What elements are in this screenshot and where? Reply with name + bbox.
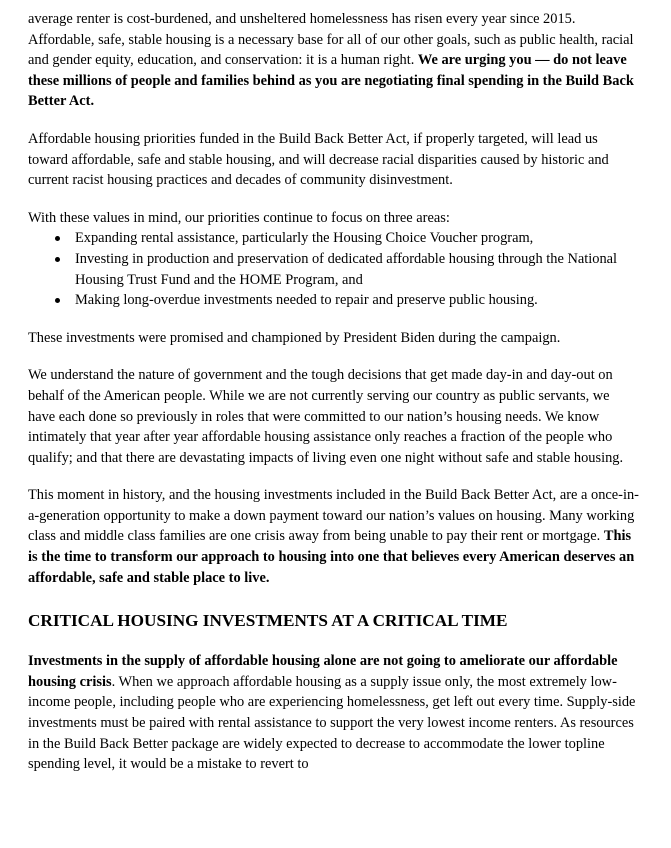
paragraph-supply-bold: Investments in the supply of affordable housing alone are not going to ameliorate our affordable housing crisis — [28, 653, 618, 690]
paragraph-moment — [28, 485, 640, 588]
paragraph-moment-bold: This is the time to transform our approach to housing into one that believes every American deserves an affordable, safe and stable place to live. — [28, 528, 635, 586]
paragraph-moment-text: This moment in history, and the housing investments included in the Build Back Better Act, are a once-in-a-generation opportunity to make a down payment toward our nation’s values on housing. Many working class and middle class families are one crisis away from being unable to pay their rent or mortgage. — [28, 487, 639, 545]
paragraph-supply — [28, 651, 640, 775]
paragraph-intro — [28, 9, 640, 112]
section-heading: CRITICAL HOUSING INVESTMENTS AT A CRITICAL TIME — [28, 611, 508, 631]
paragraph-intro-text: average renter is cost-burdened, and unsheltered homelessness has risen every year since 2015. Affordable, safe, stable housing is a necessary base for all of our other goals, such as public health, racial and gender equity, education, and conservation: it is a human right. — [28, 11, 634, 69]
list-item: Expanding rental assistance, particularly the Housing Choice Voucher program, — [75, 228, 640, 249]
document-page — [28, 9, 640, 792]
paragraph-priorities-funded: Affordable housing priorities funded in the Build Back Better Act, if properly targeted, will lead us toward affordable, safe and stable housing, and will decrease racial disparities caused by historic and current racist housing practices and decades of community disinvestment. — [28, 130, 609, 189]
paragraph-promised: These investments were promised and championed by President Biden during the campaign. — [28, 329, 561, 346]
list-item: Investing in production and preservation of dedicated affordable housing through the National Housing Trust Fund and the HOME Program, and — [75, 249, 640, 290]
paragraph-intro-bold: We are urging you — do not leave these millions of people and families behind as you are negotiating final spending in the Build Back Better Act. — [28, 52, 634, 110]
list-item: Making long-overdue investments needed to repair and preserve public housing. — [75, 290, 640, 311]
paragraph-supply-text: . When we approach affordable housing as a supply issue only, the most extremely low-income people, including people who are experiencing homelessness, get left out every time. Supply-side investments must be paired with rental assistance to support the very lowest income renters. As resources in the Build Back Better package are widely expected to decrease to accommodate the lower topline spending level, it would be a mistake to revert to — [28, 673, 636, 773]
priorities-intro: With these values in mind, our priorities continue to focus on three areas: — [28, 209, 450, 226]
paragraph-government: We understand the nature of government and the tough decisions that get made day-in and day-out on behalf of the American people. While we are not currently serving our country as public servants, we have each done so previously in roles that were committed to our nation’s housing needs. We know intimately that year after year affordable housing assistance only reaches a fraction of the people who qualify; and that there are devastating impacts of living even one night without safe and stable housing. — [28, 367, 624, 466]
priorities-list — [28, 228, 640, 310]
